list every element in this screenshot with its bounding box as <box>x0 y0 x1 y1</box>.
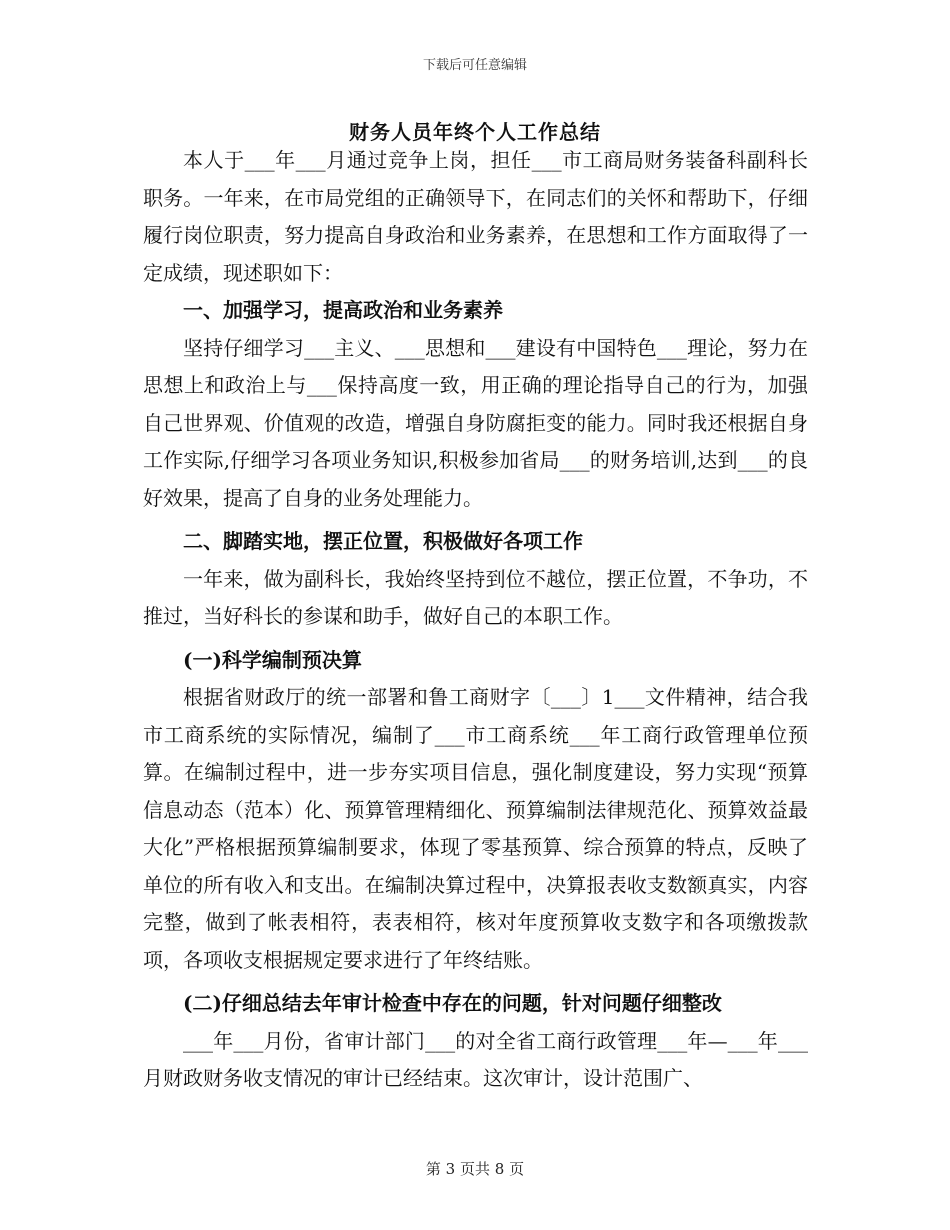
paragraph: 坚持仔细学习___主义、___思想和___建设有中国特色___理论，努力在思想上和政治上与___保持高度一致，用正确的理论指导自己的行为，加强自己世界观、价值观的改造，增强自身防腐拒变的能力。同时我还根据自身工作实际,仔细学习各项业务知识,积极参加省局___的财务培训,达到___的良好效果，提高了自身的业务处理能力。 <box>143 335 808 510</box>
header-note: 下载后可任意编辑 <box>422 58 527 73</box>
paragraph: 一年来，做为副科长，我始终坚持到位不越位，摆正位置，不争功，不推过，当好科长的参谋和助手，做好自己的本职工作。 <box>143 566 808 628</box>
subsection-heading: (二)仔细总结去年审计检查中存在的问题，针对问题仔细整改 <box>183 991 722 1015</box>
section-heading: 二、脚踏实地，摆正位置，积极做好各项工作 <box>183 529 583 553</box>
section-heading: 一、加强学习，提高政治和业务素养 <box>183 298 503 322</box>
subsection-heading: (一)科学编制预决算 <box>183 647 362 672</box>
page-number: 第 3 页共 8 页 <box>425 1160 525 1178</box>
document-body <box>143 142 808 1098</box>
document-title: 财务人员年终个人工作总结 <box>349 120 601 144</box>
paragraph: ___年___月份，省审计部门___的对全省工商行政管理___年—___年___月财政财务收支情况的审计已经结束。这次审计，设计范围广、 <box>143 1028 808 1090</box>
paragraph: 本人于___年___月通过竞争上岗，担任___市工商局财务装备科副科长职务。一年来，在市局党组的正确领导下，在同志们的关怀和帮助下，仔细履行岗位职责，努力提高自身政治和业务素养，在思想和工作方面取得了一定成绩，现述职如下： <box>143 148 808 285</box>
paragraph: 根据省财政厅的统一部署和鲁工商财字〔___〕1___文件精神，结合我市工商系统的实际情况，编制了___市工商系统___年工商行政管理单位预算。在编制过程中，进一步夯实项目信息，强化制度建设，努力实现“预算信息动态（范本）化、预算管理精细化、预算编制法律规范化、预算效益最大化”严格根据预算编制要求，体现了零基预算、综合预算的特点，反映了单位的所有收入和支出。在编制决算过程中，决算报表收支数额真实，内容完整，做到了帐表相符，表表相符，核对年度预算收支数字和各项缴拨款项，各项收支根据规定要求进行了年终结账。 <box>143 685 808 972</box>
